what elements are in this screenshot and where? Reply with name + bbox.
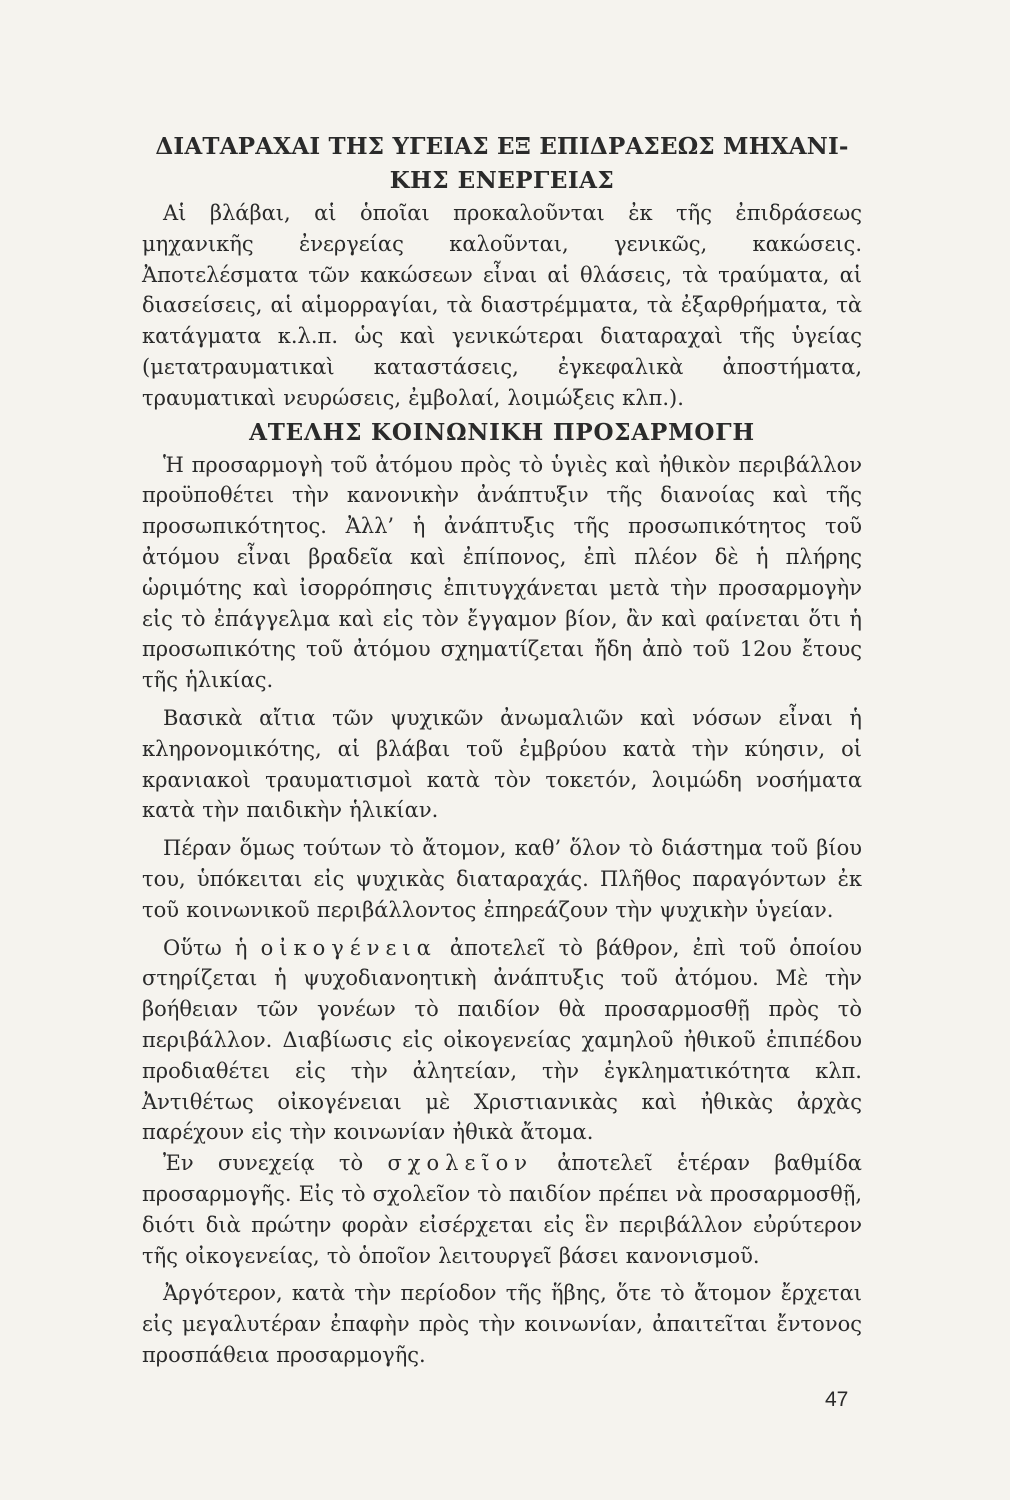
emphasis-family: οἰκογένεια bbox=[260, 935, 437, 960]
page-body bbox=[142, 130, 862, 1371]
emphasis-school: σχολεῖον bbox=[387, 1151, 533, 1176]
paragraph-family bbox=[142, 933, 862, 1149]
family-text-rest: ἀποτελεῖ τὸ βάθρον, ἐπὶ τοῦ ὁποίου στηρίζεται ἡ ψυχοδιανοητικὴ ἀνάπτυξις τοῦ ἀτόμου. Μὲ τὴν βοήθειαν τῶν γονέων τὸ παιδίον θὰ προσαρμοσθῇ πρὸς τὸ περιβάλλον. Διαβίωσις εἰς οἰκογενείας χαμηλοῦ ἠθικοῦ ἐπιπέδου προδιαθέτει εἰς τὴν ἀλητείαν, τὴν ἐγκληματικότητα κλπ. Ἀντιθέτως οἰκογένειαι μὲ Χριστιανικὰς καὶ ἠθικὰς ἀρχὰς παρέχουν εἰς τὴν κοινωνίαν ἠθικὰ ἄτομα. bbox=[142, 935, 862, 1145]
school-text-rest: ἀποτελεῖ ἑτέραν βαθμίδα προσαρμογῆς. Εἰς τὸ σχολεῖον τὸ παιδίον πρέπει νὰ προσαρμοσθῇ, διότι διὰ πρώτην φορὰν εἰσέρχεται εἰς ἓν περιβάλλον εὐρύτερον τῆς οἰκογενείας, τὸ ὁποῖον λειτουργεῖ βάσει κανονισμοῦ. bbox=[142, 1151, 862, 1268]
heading-line-2: ΚΗΣ ΕΝΕΡΓΕΙΑΣ bbox=[389, 167, 615, 194]
paragraph-adjustment: Ἡ προσαρμογὴ τοῦ ἀτόμου πρὸς τὸ ὑγιὲς καὶ ἠθικὸν περιβάλλον προϋποθέτει τὴν κανονικὴν ἀνάπτυξιν τῆς διανοίας καὶ τῆς προσωπικότητος. Ἀλλ’ ἡ ἀνάπτυξις τῆς προσωπικότητος τοῦ ἀτόμου εἶναι βραδεῖα καὶ ἐπίπονος, ἐπὶ πλέον δὲ ἡ πλήρης ὡριμότης καὶ ἰσορρόπησις ἐπιτυγχάνεται μετὰ τὴν προσαρμογὴν εἰς τὸ ἐπάγγελμα καὶ εἰς τὸν ἔγγαμον βίον, ἂν καὶ φαίνεται ὅτι ἡ προσωπικότης τοῦ ἀτόμου σχηματίζεται ἤδη ἀπὸ τοῦ 12ου ἔτους τῆς ἡλικίας. bbox=[142, 452, 862, 693]
page-number: 47 bbox=[825, 1388, 849, 1411]
section-heading-social-adjustment: ΑΤΕΛΗΣ ΚΟΙΝΩΝΙΚΗ ΠΡΟΣΑΡΜΟΓΗ bbox=[249, 418, 755, 446]
heading-line-1: ΔΙΑΤΑΡΑΧΑΙ ΤΗΣ ΥΓΕΙΑΣ ΕΞ ΕΠΙΔΡΑΣΕΩΣ ΜΗΧΑΝΙ- bbox=[155, 133, 849, 160]
paragraph-causes: Βασικὰ αἴτια τῶν ψυχικῶν ἀνωμαλιῶν καὶ νόσων εἶναι ἡ κληρονομικότης, αἱ βλάβαι τοῦ ἐμβρύου κατὰ τὴν κύησιν, οἱ κρανιακοὶ τραυματισμοὶ κατὰ τὸν τοκετόν, λοιμώδη νοσήματα κατὰ τὴν παιδικὴν ἡλικίαν. bbox=[142, 705, 862, 823]
paragraph-puberty: Ἀργότερον, κατὰ τὴν περίοδον τῆς ἥβης, ὅτε τὸ ἄτομον ἔρχεται εἰς μεγαλυτέραν ἐπαφὴν πρὸς τὴν κοινωνίαν, ἀπαιτεῖται ἔντονος προσπάθεια προσαρμογῆς. bbox=[142, 1281, 862, 1367]
school-text-start: Ἐν συνεχείᾳ τὸ bbox=[163, 1151, 388, 1176]
paragraph-environment: Πέραν ὅμως τούτων τὸ ἄτομον, καθ’ ὅλον τὸ διάστημα τοῦ βίου του, ὑπόκειται εἰς ψυχικὰς διαταραχάς. Πλῆθος παραγόντων ἐκ τοῦ κοινωνικοῦ περιβάλλοντος ἐπηρεάζουν τὴν ψυχικὴν ὑγείαν. bbox=[142, 836, 862, 922]
paragraph-injuries: Αἱ βλάβαι, αἱ ὁποῖαι προκαλοῦνται ἐκ τῆς ἐπιδράσεως μηχανικῆς ἐνεργείας καλοῦνται, γενικῶς, κακώσεις. Ἀποτελέσματα τῶν κακώσεων εἶναι αἱ θλάσεις, τὰ τραύματα, αἱ διασείσεις, αἱ αἱμορραγίαι, τὰ διαστρέμματα, τὰ ἐξαρθρήματα, τὰ κατάγματα κ.λ.π. ὡς καὶ γενικώτεραι διαταραχαὶ τῆς ὑγείας (μετατραυματικαὶ καταστάσεις, ἐγκεφαλικὰ ἀποστήματα, τραυματικαὶ νευρώσεις, ἐμβολαί, λοιμώξεις κλπ.). bbox=[142, 201, 862, 410]
section-heading-mechanical-energy bbox=[142, 130, 862, 198]
paragraph-school bbox=[142, 1148, 862, 1271]
family-text-start: Οὕτω ἡ bbox=[163, 935, 261, 960]
